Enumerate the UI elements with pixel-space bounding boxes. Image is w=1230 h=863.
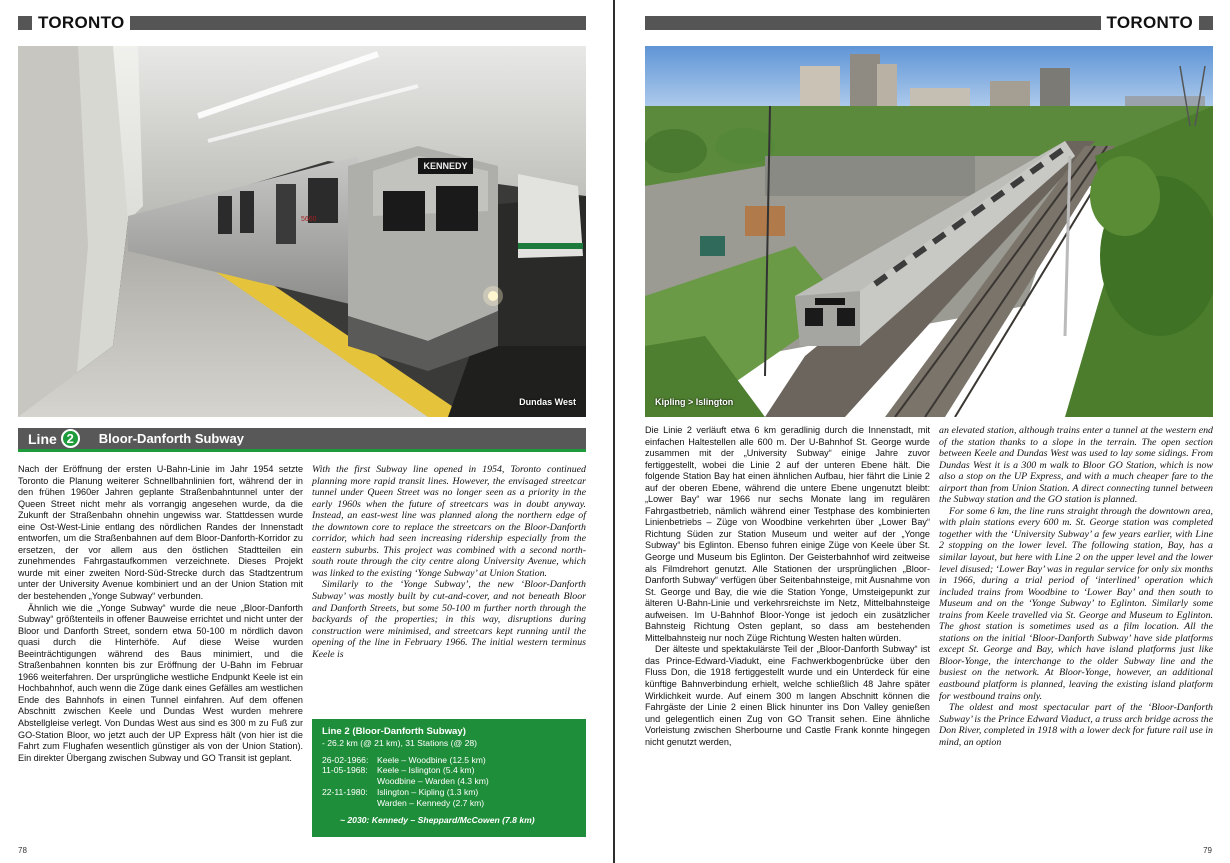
- entry-text: Warden – Kennedy (2.7 km): [377, 797, 485, 808]
- section-header: [18, 428, 586, 452]
- running-head-title: TORONTO: [38, 13, 125, 32]
- infobox-entry: [322, 765, 576, 776]
- paragraph: an elevated station, although trains enter a tunnel at the western end of the station thanks to a slope in the terrain. The open section between Keele and Dundas West was used to lay some sidings. From Dundas West it is a 300 m walk to Bloor GO Station, which is now also a stop on the UP Express, and with a much cheaper fare to the airport than from Union Station. A direct connecting tunnel between the Subway station and the GO station is planned.: [939, 425, 1213, 506]
- infobox-entry: [322, 798, 576, 809]
- head-marker: [1199, 16, 1213, 30]
- line-info-box: [312, 719, 586, 837]
- entry-date: [322, 798, 377, 809]
- infobox-entry: [322, 776, 576, 787]
- photo-kipling-islington: [645, 46, 1213, 417]
- entry-text: Islington – Kipling (1.3 km): [377, 786, 479, 797]
- paragraph: Similarly to the ‘Yonge Subway’, the new ‘Bloor-Danforth Subway’ was mostly built by cut-and-cover, and not beneath Bloor and Danforth Streets, but some 50-100 m further north through the backyards of the properties; in this way, disruptions during construction were minimised, and streetcars kept running until the opening of the line in February 1966. The initial western terminus Keele is: [312, 579, 586, 660]
- page-number-left: 78: [18, 846, 27, 855]
- german-column-3: [645, 425, 930, 748]
- english-column-4: [939, 425, 1213, 748]
- english-column-2: [312, 464, 586, 660]
- photo-dundas-west: [18, 46, 586, 417]
- entry-date: 11-05-1968:: [322, 765, 368, 776]
- paragraph: Die Linie 2 verläuft etwa 6 km geradlinig durch die Innenstadt, mit einfachen Haltestellen alle 600 m. Der U-Bahnhof St. George wurde zusammen mit der „University Subway“ einige Jahre zuvor fertiggestellt, wobei die Linie 2 auf der unteren Ebene hält. Die folgende Station Bay hat einen ähnlichen Aufbau, hier fährt die Linie 2 auf der oberen Ebene, während die untere Ebene ungenutzt bleibt: „Lower Bay“ war 1966 nur sechs Monate lang im regulären Fahrgastbetrieb, nämlich während einer Testphase des kombinierten Linienbetriebs – Züge von Woodbine verkehrten über „Lower Bay“ Richtung Süden zur Station Museum und weiter auf der „Yonge Subway“ bis Eglinton. Ebenso fuhren einige Züge von Keele über St. George und Museum bis Eglinton. Der Geisterbahnhof wird zeitweise als Filmdrehort genutzt. Alle Stationen der ursprünglichen „Bloor-Danforth Subway“ verfügen über Seitenbahnsteige, mit Ausnahme von St. George und Bay, die wie die Station Yonge, Umsteigepunkt zur älteren U-Bahn-Linie und verkehrsreichste im Netz, Mittelbahnsteige aufweisen. Im U-Bahnhof Bloor-Yonge ist jedoch ein zusätzlicher Bahnsteig Richtung Osten geplant, so dass am bestehenden Mittelbahnsteig nur noch Züge Richtung Westen halten würden.: [645, 425, 930, 643]
- paragraph: Nach der Eröffnung der ersten U-Bahn-Linie im Jahr 1954 setzte Toronto die Planung weiterer Schnellbahnlinien fort, während der in den frühen 1960er Jahren geplante Straßenbahntunnel unter der Queen Street nicht mehr als vorrangig angesehen wurde, da die Zukunft der Straßenbahn ohnehin ungewiss war. Stattdessen wurde eine Ost-West-Linie entlang des nördlichen Randes der Innenstadt entworfen, um die Straßenbahnen auf dem Bloor-Danforth-Korridor zu ersetzen, der vor allem aus den östlichen Stadtteilen ein zunehmendes Fahrgastaufkommen verzeichnete. Dieses Projekt wurde mit einer zweiten Nord-Süd-Strecke durch das Stadtzentrum unter der University Avenue kombiniert und an der Union Station mit der bestehenden „Yonge Subway“ verbunden.: [18, 464, 303, 602]
- entry-text: Keele – Woodbine (12.5 km): [377, 754, 486, 765]
- infobox-summary: - 26.2 km (@ 21 km), 31 Stations (@ 28): [322, 737, 477, 748]
- infobox-entry: [322, 787, 576, 798]
- infobox-heading: Line 2 (Bloor-Danforth Subway): [322, 726, 466, 737]
- subway-station-illustration: [18, 46, 586, 417]
- right-page: [615, 0, 1230, 863]
- paragraph: With the first Subway line opened in 1954, Toronto continued planning more rapid transit lines. However, the envisaged streetcar tunnel under Queen Street was no longer seen as a priority in the early 1960s when the future of streetcars was in doubt anyway. Instead, an east-west line was planned along the northern edge of the downtown core to replace the streetcars on the Bloor-Danforth corridor, which had seen increasing ridership especially from the eastern suburbs. This project was combined with a second north-south route through the city centre along University Avenue, which was linked to the existing ‘Yonge Subway’ at Union Station.: [312, 464, 586, 579]
- line-number-badge: 2: [61, 429, 80, 448]
- entry-text: Woodbine – Warden (4.3 km): [377, 776, 489, 787]
- car-number: 5660: [301, 216, 317, 223]
- infobox-future: ~ 2030: Kennedy – Sheppard/McCowen (7.8 km): [340, 814, 535, 825]
- section-line-word: Line: [28, 430, 57, 447]
- head-bar: [645, 16, 1101, 30]
- paragraph: For some 6 km, the line runs straight through the downtown area, with plain stations every 600 m. St. George station was completed together with the ‘University Subway’ a few years earlier, with Line 2 stopping on the lower level. The following station, Bay, has a similar layout, but here with Line 2 on the upper level and the lower level disused; ‘Lower Bay’ was in regular service for only six months in 1966, during a trial period of ‘interlined’ operation which included trains from Woodbine to ‘Lower Bay’ and then south to Museum and on the ‘Yonge Subway’ to Eglinton. Similarly some trains from Keele travelled via St. George and Museum to Eglinton. The ghost station is sometimes used as a film location. All the stations on the initial ‘Bloor-Danforth Subway’ have side platforms except St. George and Bay, which have island platforms just like Bloor-Yonge, the interchange to the older Subway line and the busiest on the network. At Bloor-Yonge, however, an additional eastbound platform is planned, leaving the existing island platform for westbound trains only.: [939, 505, 1213, 702]
- entry-date: 22-11-1980:: [322, 786, 368, 797]
- entry-date: 26-02-1966:: [322, 754, 369, 765]
- head-bar: [130, 16, 586, 30]
- head-marker: [18, 16, 32, 30]
- running-head-left: [18, 14, 586, 32]
- paragraph: Der älteste und spektakulärste Teil der „Bloor-Danforth Subway“ ist das Prince-Edward-Viadukt, eine Fachwerkbogenbrücke über den Fluss Don, die 1918 fertiggestellt wurde und ein Unterdeck für eine künftige Bahnverbindung erhielt, welche schließlich 48 Jahre später Wirklichkeit wurde. Auf einem 300 m langen Abschnitt können die Fahrgäste der Linie 2 einen Blick hinunter ins Don Valley genießen und gelegentlich einen Zug von GO Transit sehen. Eine ähnliche Vorleistung zwischen Sherbourne und Castle Frank konnte hingegen nicht genutzt werden,: [645, 644, 930, 747]
- infobox-entry: [322, 755, 576, 766]
- running-head-right: [645, 14, 1213, 32]
- section-title: Bloor-Danforth Subway: [98, 431, 244, 446]
- german-column-1: [18, 464, 303, 764]
- entry-date: [322, 776, 377, 787]
- paragraph: Ähnlich wie die „Yonge Subway“ wurde die neue „Bloor-Danforth Subway“ größtenteils in offener Bauweise errichtet und nicht unter der Bloor und Danforth Street, sondern etwa 50-100 m nördlich davon quasi durch die Hinterhöfe. Auf diese Weise wurden Beeinträchtigungen während des Baus minimiert, und die Straßenbahnen konnten bis zur Eröffnung der U-Bahn im Februar 1966 weiterfahren. Der ursprüngliche westliche Endpunkt Keele ist ein Hochbahnhof, auch wenn die Züge dank eines Gefälles am westlichen Ende des Bahnhofs in einen Tunnel einfahren. Auf dem offenen Abschnitt zwischen Keele und Dundas West wurden mehrere Abstellgleise verlegt. Von Dundas West aus sind es 300 m zu Fuß zur GO-Station Bloor, wo jetzt auch der UP Express hält (von hier ist die Fahrt zum Flughafen wesentlich günstiger als von der Union Station). Ein direkter Übergang zwischen Subway und GO Transit ist geplant.: [18, 602, 303, 763]
- elevated-train-illustration: [645, 46, 1213, 417]
- entry-text: Keele – Islington (5.4 km): [377, 765, 475, 776]
- paragraph: The oldest and most spectacular part of the ‘Bloor-Danforth Subway’ is the Prince Edward Viaduct, a truss arch bridge across the Don River, completed in 1918 with a lower deck for future rail use in mind, an option: [939, 702, 1213, 748]
- running-head-title: TORONTO: [1106, 13, 1193, 32]
- destination-sign: KENNEDY: [423, 161, 468, 171]
- photo-caption-right: Kipling > Islington: [655, 397, 734, 407]
- photo-caption-left: Dundas West: [519, 397, 576, 407]
- page-number-right: 79: [1203, 846, 1212, 855]
